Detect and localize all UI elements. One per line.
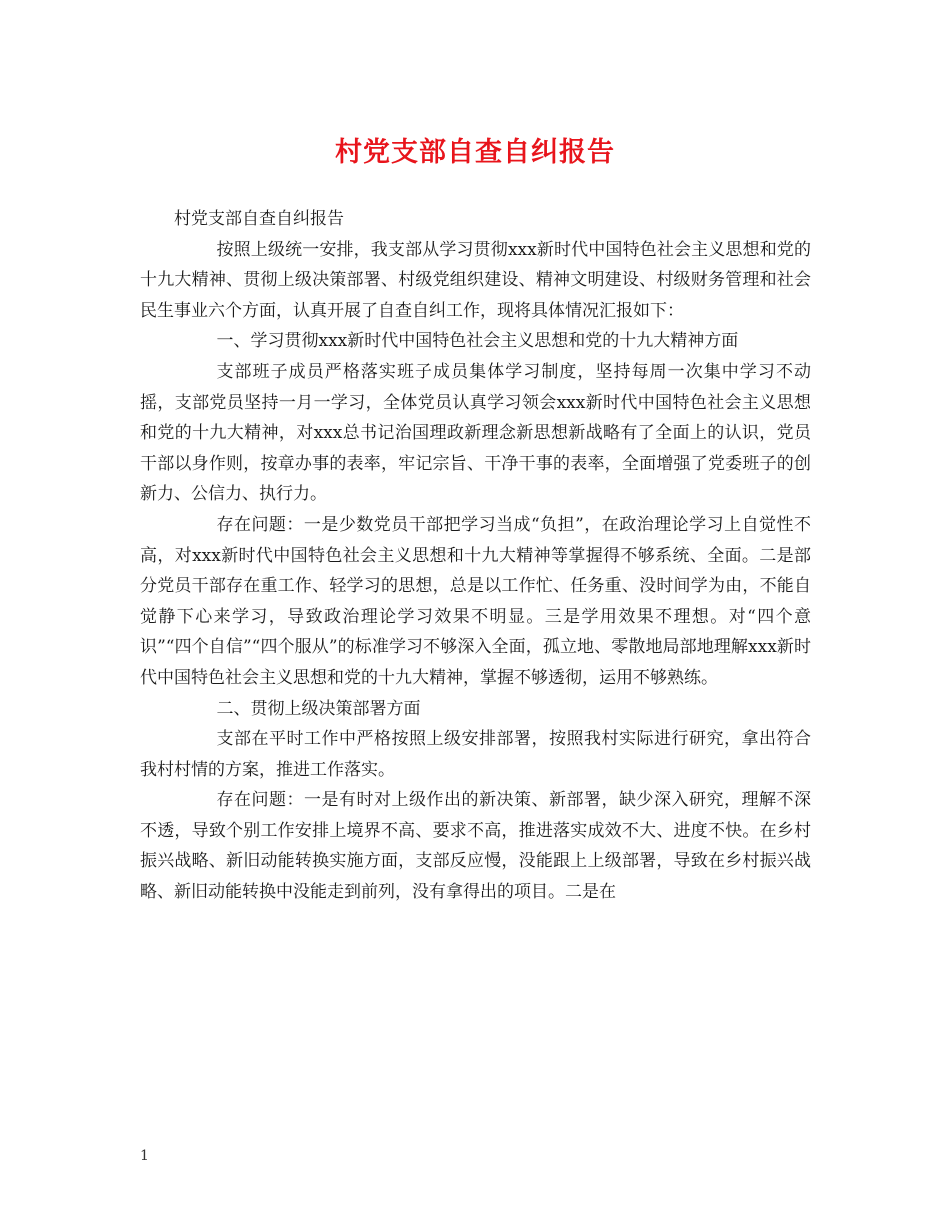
section-1-paragraph: 支部班子成员严格落实班子成员集体学习制度，坚持每周一次集中学习不动摇，支部党员坚持一月一学习，全体党员认真学习领会xxx新时代中国特色社会主义思想和党的十九大精神，对xxx总书记治国理政新理念新思想新战略有了全面上的认识，党员干部以身作则，按章办事的表率，牢记宗旨、干净干事的表率，全面增强了党委班子的创新力、公信力、执行力。 [140,361,811,505]
document-title: 村党支部自查自纠报告 [335,137,615,168]
page-number: 1 [140,1148,149,1164]
section-2-paragraph: 支部在平时工作中严格按照上级安排部署，按照我村实际进行研究，拿出符合我村村情的方案，推进工作落实。 [140,729,811,780]
section-heading-1: 一、学习贯彻xxx新时代中国特色社会主义思想和党的十九大精神方面 [216,331,739,352]
section-2-issues-paragraph: 存在问题：一是有时对上级作出的新决策、新部署，缺少深入研究，理解不深不透，导致个别工作安排上境界不高、要求不高，推进落实成效不大、进度不快。在乡村振兴战略、新旧动能转换实施方面，支部反应慢，没能跟上上级部署，导致在乡村振兴战略、新旧动能转换中没能走到前列，没有拿得出的项目。二是在 [140,790,811,903]
subtitle-paragraph: 村党支部自查自纠报告 [174,209,344,229]
document-body [140,204,811,908]
intro-paragraph: 按照上级统一安排，我支部从学习贯彻xxx新时代中国特色社会主义思想和党的十九大精神、贯彻上级决策部署、村级党组织建设、精神文明建设、村级财务管理和社会民生事业六个方面，认真开展了自查自纠工作，现将具体情况汇报如下： [140,239,811,321]
section-heading-2: 二、贯彻上级决策部署方面 [216,698,421,719]
section-1-issues-paragraph: 存在问题：一是少数党员干部把学习当成“负担”，在政治理论学习上自觉性不高，对xxx新时代中国特色社会主义思想和十九大精神等掌握得不够系统、全面。二是部分党员干部存在重工作、轻学习的思想，总是以工作忙、任务重、没时间学为由，不能自觉静下心来学习，导致政治理论学习效果不明显。三是学用效果不理想。对“四个意识”“四个自信”“四个服从”的标准学习不够深入全面，孤立地、零散地局部地理解xxx新时代中国特色社会主义思想和党的十九大精神，掌握不够透彻，运用不够熟练。 [140,514,811,688]
